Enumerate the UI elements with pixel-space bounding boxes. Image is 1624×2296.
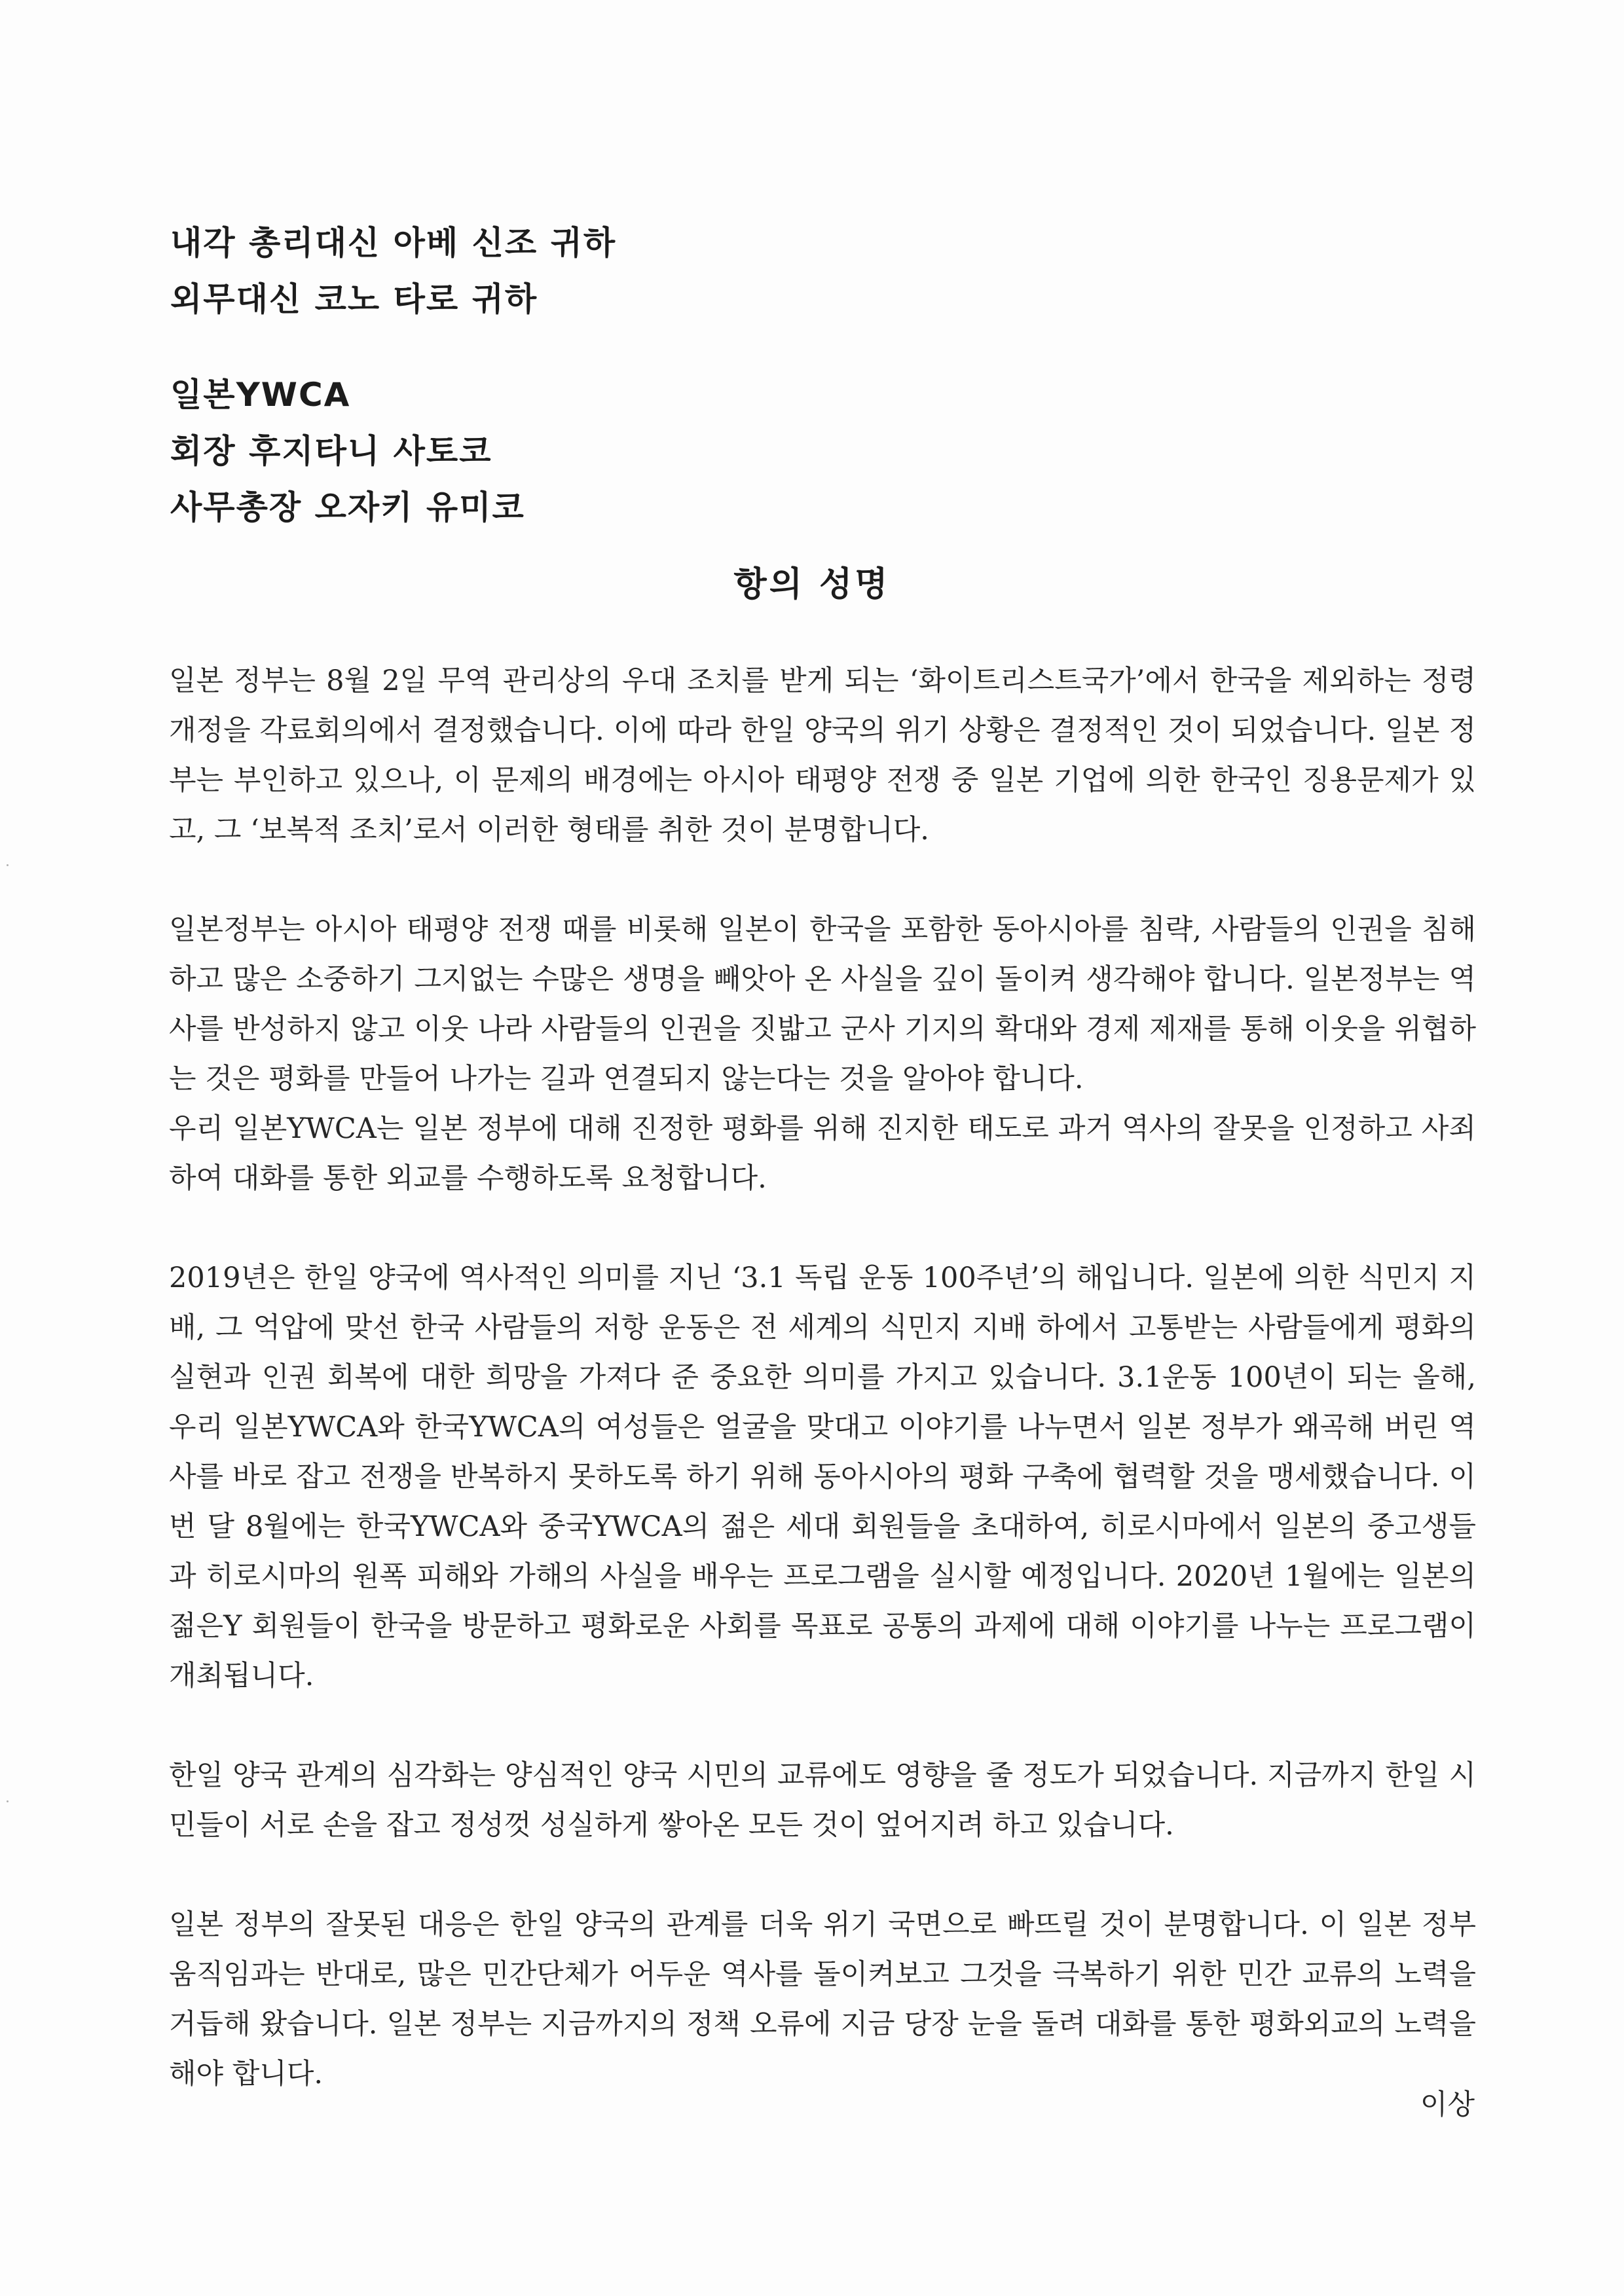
sender-block xyxy=(170,367,1087,536)
scan-mark xyxy=(7,1800,9,1802)
recipient-foreign-minister: 외무대신 코노 타로 귀하 xyxy=(170,280,538,318)
paragraph-march-first-centennial: 2019년은 한일 양국에 역사적인 의미를 지닌 ‘3.1 독립 운동 100주년’의 해입니다. 일본에 의한 식민지 지배, 그 억압에 맞선 한국 사람들의 저항 운동은 전 세계의 식민지 지배 하에서 고통받는 사람들에게 평화의 실현과 인권 회복에 대한 희망을 가져다 준 중요한 의미를 가지고 있습니다. 3.1운동 100년이 되는 올해, 우리 일본YWCA와 한국YWCA의 여성들은 얼굴을 맞대고 이야기를 나누면서 일본 정부가 왜곡해 버린 역사를 바로 잡고 전쟁을 반복하지 못하도록 하기 위해 동아시아의 평화 구축에 협력할 것을 맹세했습니다. 이번 달 8월에는 한국YWCA와 중국YWCA의 젊은 세대 회원들을 초대하여, 히로시마에서 일본의 중고생들과 히로시마의 원폭 피해와 가해의 사실을 배우는 프로그램을 실시할 예정입니다. 2020년 1월에는 일본의 젊은Y 회원들이 한국을 방문하고 평화로운 사회를 목표로 공통의 과제에 대해 이야기를 나누는 프로그램이 개최됩니다. xyxy=(169,1262,1476,1692)
sender-organization: 일본YWCA xyxy=(170,376,351,414)
scan-mark xyxy=(7,864,9,866)
recipient-block xyxy=(170,215,1087,327)
paragraph-ywca-request: 우리 일본YWCA는 일본 정부에 대해 진정한 평화를 위해 진지한 태도로 과거 역사의 잘못을 인정하고 사죄하여 대화를 통한 외교를 수행하도록 요청합니다. xyxy=(169,1112,1476,1195)
paragraph-whitelist-removal: 일본 정부는 8월 2일 무역 관리상의 우대 조치를 받게 되는 ‘화이트리스트국가’에서 한국을 제외하는 정령 개정을 각료회의에서 결정했습니다. 이에 따라 한일 양국의 위기 상황은 결정적인 것이 되었습니다. 일본 정부는 부인하고 있으나, 이 문제의 배경에는 아시아 태평양 전쟁 중 일본 기업에 의한 한국인 징용문제가 있고, 그 ‘보복적 조치’로서 이러한 형태를 취한 것이 분명합니다. xyxy=(169,665,1476,847)
paragraph-citizen-exchange: 한일 양국 관계의 심각화는 양심적인 양국 시민의 교류에도 영향을 줄 정도가 되었습니다. 지금까지 한일 시민들이 서로 손을 잡고 정성껏 성실하게 쌓아온 모든 것이 엎어지려 하고 있습니다. xyxy=(169,1759,1476,1842)
document-body xyxy=(169,656,1476,2099)
document-title: 항의 성명 xyxy=(733,565,891,604)
paragraph-conclusion: 일본 정부의 잘못된 대응은 한일 양국의 관계를 더욱 위기 국면으로 빠뜨릴 것이 분명합니다. 이 일본 정부 움직임과는 반대로, 많은 민간단체가 어두운 역사를 돌이켜보고 그것을 극복하기 위한 민간 교류의 노력을 거듭해 왔습니다. 일본 정부는 지금까지의 정책 오류에 지금 당장 눈을 돌려 대화를 통한 평화외교의 노력을 해야 합니다. xyxy=(169,1908,1476,2090)
signoff: 이상 xyxy=(1420,2088,1475,2121)
sender-general-secretary: 사무총장 오자키 유미코 xyxy=(170,488,525,526)
paragraph-history-reflection: 일본정부는 아시아 태평양 전쟁 때를 비롯해 일본이 한국을 포함한 동아시아를 침략, 사람들의 인권을 침해하고 많은 소중하기 그지없는 수많은 생명을 빼앗아 온 사실을 깊이 돌이켜 생각해야 합니다. 일본정부는 역사를 반성하지 않고 이웃 나라 사람들의 인권을 짓밟고 군사 기지의 확대와 경제 제재를 통해 이웃을 위협하는 것은 평화를 만들어 나가는 길과 연결되지 않는다는 것을 알아야 합니다. xyxy=(169,913,1476,1095)
sender-president: 회장 후지타니 사토코 xyxy=(170,432,492,470)
recipient-prime-minister: 내각 총리대신 아베 신조 귀하 xyxy=(170,224,617,262)
